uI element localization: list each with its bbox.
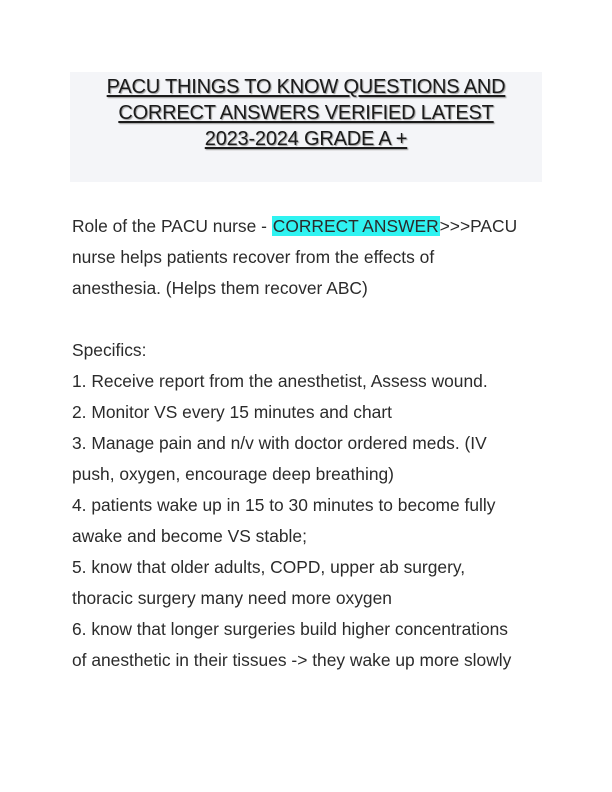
specifics-line-5: 4. patients wake up in 15 to 30 minutes to become fully (72, 495, 496, 515)
document-title-line-2: CORRECT ANSWERS VERIFIED LATEST (118, 102, 494, 124)
paragraph-spacer (72, 304, 552, 335)
specifics-heading: Specifics: (72, 340, 147, 360)
specifics-line-7: 5. know that older adults, COPD, upper ab surgery, (72, 557, 466, 577)
document-title-block (70, 72, 542, 182)
question-line (72, 211, 552, 242)
specifics-line-8: thoracic surgery many need more oxygen (72, 588, 392, 608)
specifics-line-2: 2. Monitor VS every 15 minutes and chart (72, 402, 392, 422)
specifics-line-1: 1. Receive report from the anesthetist, Assess wound. (72, 371, 488, 391)
answer-line-2: anesthesia. (Helps them recover ABC) (72, 278, 368, 298)
question-text: Role of the PACU nurse - (72, 216, 272, 236)
specifics-line-10: of anesthetic in their tissues -> they wake up more slowly (72, 650, 512, 670)
specifics-line-3: 3. Manage pain and n/v with doctor ordered meds. (IV (72, 433, 487, 453)
specifics-line-9: 6. know that longer surgeries build higher concentrations (72, 619, 508, 639)
answer-line-1: nurse helps patients recover from the effects of (72, 247, 435, 267)
answer-start: >>>PACU (439, 216, 518, 236)
document-body (72, 211, 552, 676)
correct-answer-tag: CORRECT ANSWER (272, 216, 439, 236)
document-title-line-1: PACU THINGS TO KNOW QUESTIONS AND (106, 76, 506, 98)
specifics-line-4: push, oxygen, encourage deep breathing) (72, 464, 394, 484)
document-title-line-3: 2023-2024 GRADE A + (204, 128, 408, 150)
specifics-line-6: awake and become VS stable; (72, 526, 307, 546)
